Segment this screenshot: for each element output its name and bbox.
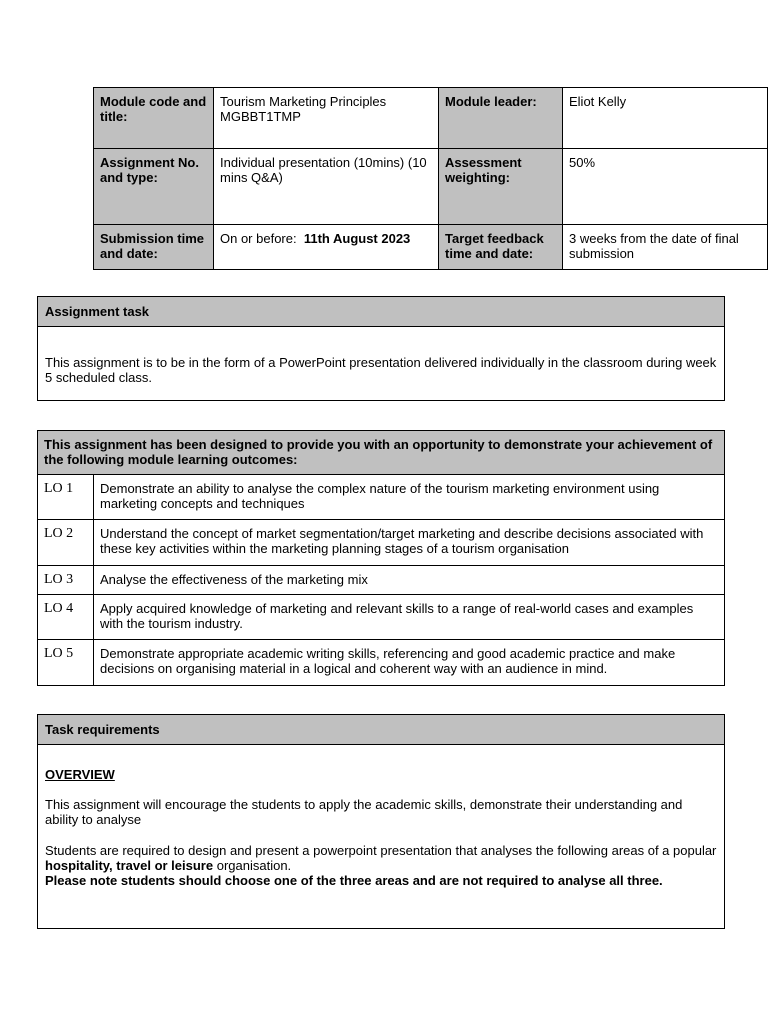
learning-outcomes-table — [37, 430, 725, 686]
assessment-weighting-value: 50% — [563, 149, 768, 225]
module-code-label: Module code and title: — [94, 88, 214, 149]
assignment-task-box — [37, 296, 725, 401]
lo-row — [38, 475, 725, 520]
lo-row — [38, 640, 725, 686]
lo-text: Demonstrate an ability to analyse the complex nature of the tourism marketing environment using marketing concepts and techniques — [94, 475, 725, 520]
assignment-type-value: Individual presentation (10mins) (10 mins Q&A) — [214, 149, 439, 225]
lo-text: Apply acquired knowledge of marketing and relevant skills to a range of real-world cases and examples with the tourism industry. — [94, 595, 725, 640]
module-code-cell — [214, 88, 439, 149]
lo-text: Analyse the effectiveness of the marketing mix — [94, 566, 725, 595]
module-title: Tourism Marketing Principles — [220, 94, 387, 109]
lo-text: Understand the concept of market segmentation/target marketing and describe decisions associated with these key activities within the marketing planning stages of a tourism organisation — [94, 520, 725, 566]
module-info-table — [93, 87, 768, 270]
lo-code: LO 3 — [38, 566, 94, 595]
assessment-weighting-label: Assessment weighting: — [439, 149, 563, 225]
feedback-value: 3 weeks from the date of final submission — [563, 225, 768, 270]
lo-code: LO 1 — [38, 475, 94, 520]
requirements-text-start: Students are required to design and present a powerpoint presentation that analyses the following areas of a popular — [45, 843, 717, 858]
assignment-type-label: Assignment No. and type: — [94, 149, 214, 225]
assignment-task-header: Assignment task — [38, 297, 724, 327]
requirements-note: Please note students should choose one of the three areas and are not required to analyse all three. — [45, 873, 663, 888]
requirements-paragraph — [45, 843, 717, 873]
requirements-text-end: organisation. — [216, 858, 292, 873]
submission-prefix: On or before: — [220, 231, 297, 246]
submission-label: Submission time and date: — [94, 225, 214, 270]
lo-text: Demonstrate appropriate academic writing skills, referencing and good academic practice and make decisions on organising material in a logical and coherent way with an audience in mind. — [94, 640, 725, 686]
overview-text: This assignment will encourage the students to apply the academic skills, demonstrate their understanding and ability to analyse — [45, 797, 683, 827]
lo-row — [38, 520, 725, 566]
assignment-task-text: This assignment is to be in the form of a PowerPoint presentation delivered individually in the classroom during week 5 scheduled class. — [45, 355, 717, 385]
lo-code: LO 5 — [38, 640, 94, 686]
task-requirements-header: Task requirements — [38, 715, 724, 745]
feedback-label: Target feedback time and date: — [439, 225, 563, 270]
submission-date: 11th August 2023 — [303, 231, 411, 246]
lo-row — [38, 566, 725, 595]
module-code: MGBBT1TMP — [220, 109, 301, 124]
submission-value — [214, 225, 439, 270]
lo-code: LO 2 — [38, 520, 94, 566]
module-leader-value: Eliot Kelly — [563, 88, 768, 149]
requirements-text-bold: hospitality, travel or leisure — [45, 858, 214, 873]
lo-row — [38, 595, 725, 640]
learning-outcomes-header: This assignment has been designed to provide you with an opportunity to demonstrate your achievement of the following module learning outcomes: — [38, 431, 725, 475]
lo-code: LO 4 — [38, 595, 94, 640]
task-requirements-box — [37, 714, 725, 929]
overview-heading: OVERVIEW — [45, 767, 115, 782]
module-leader-label: Module leader: — [439, 88, 563, 149]
